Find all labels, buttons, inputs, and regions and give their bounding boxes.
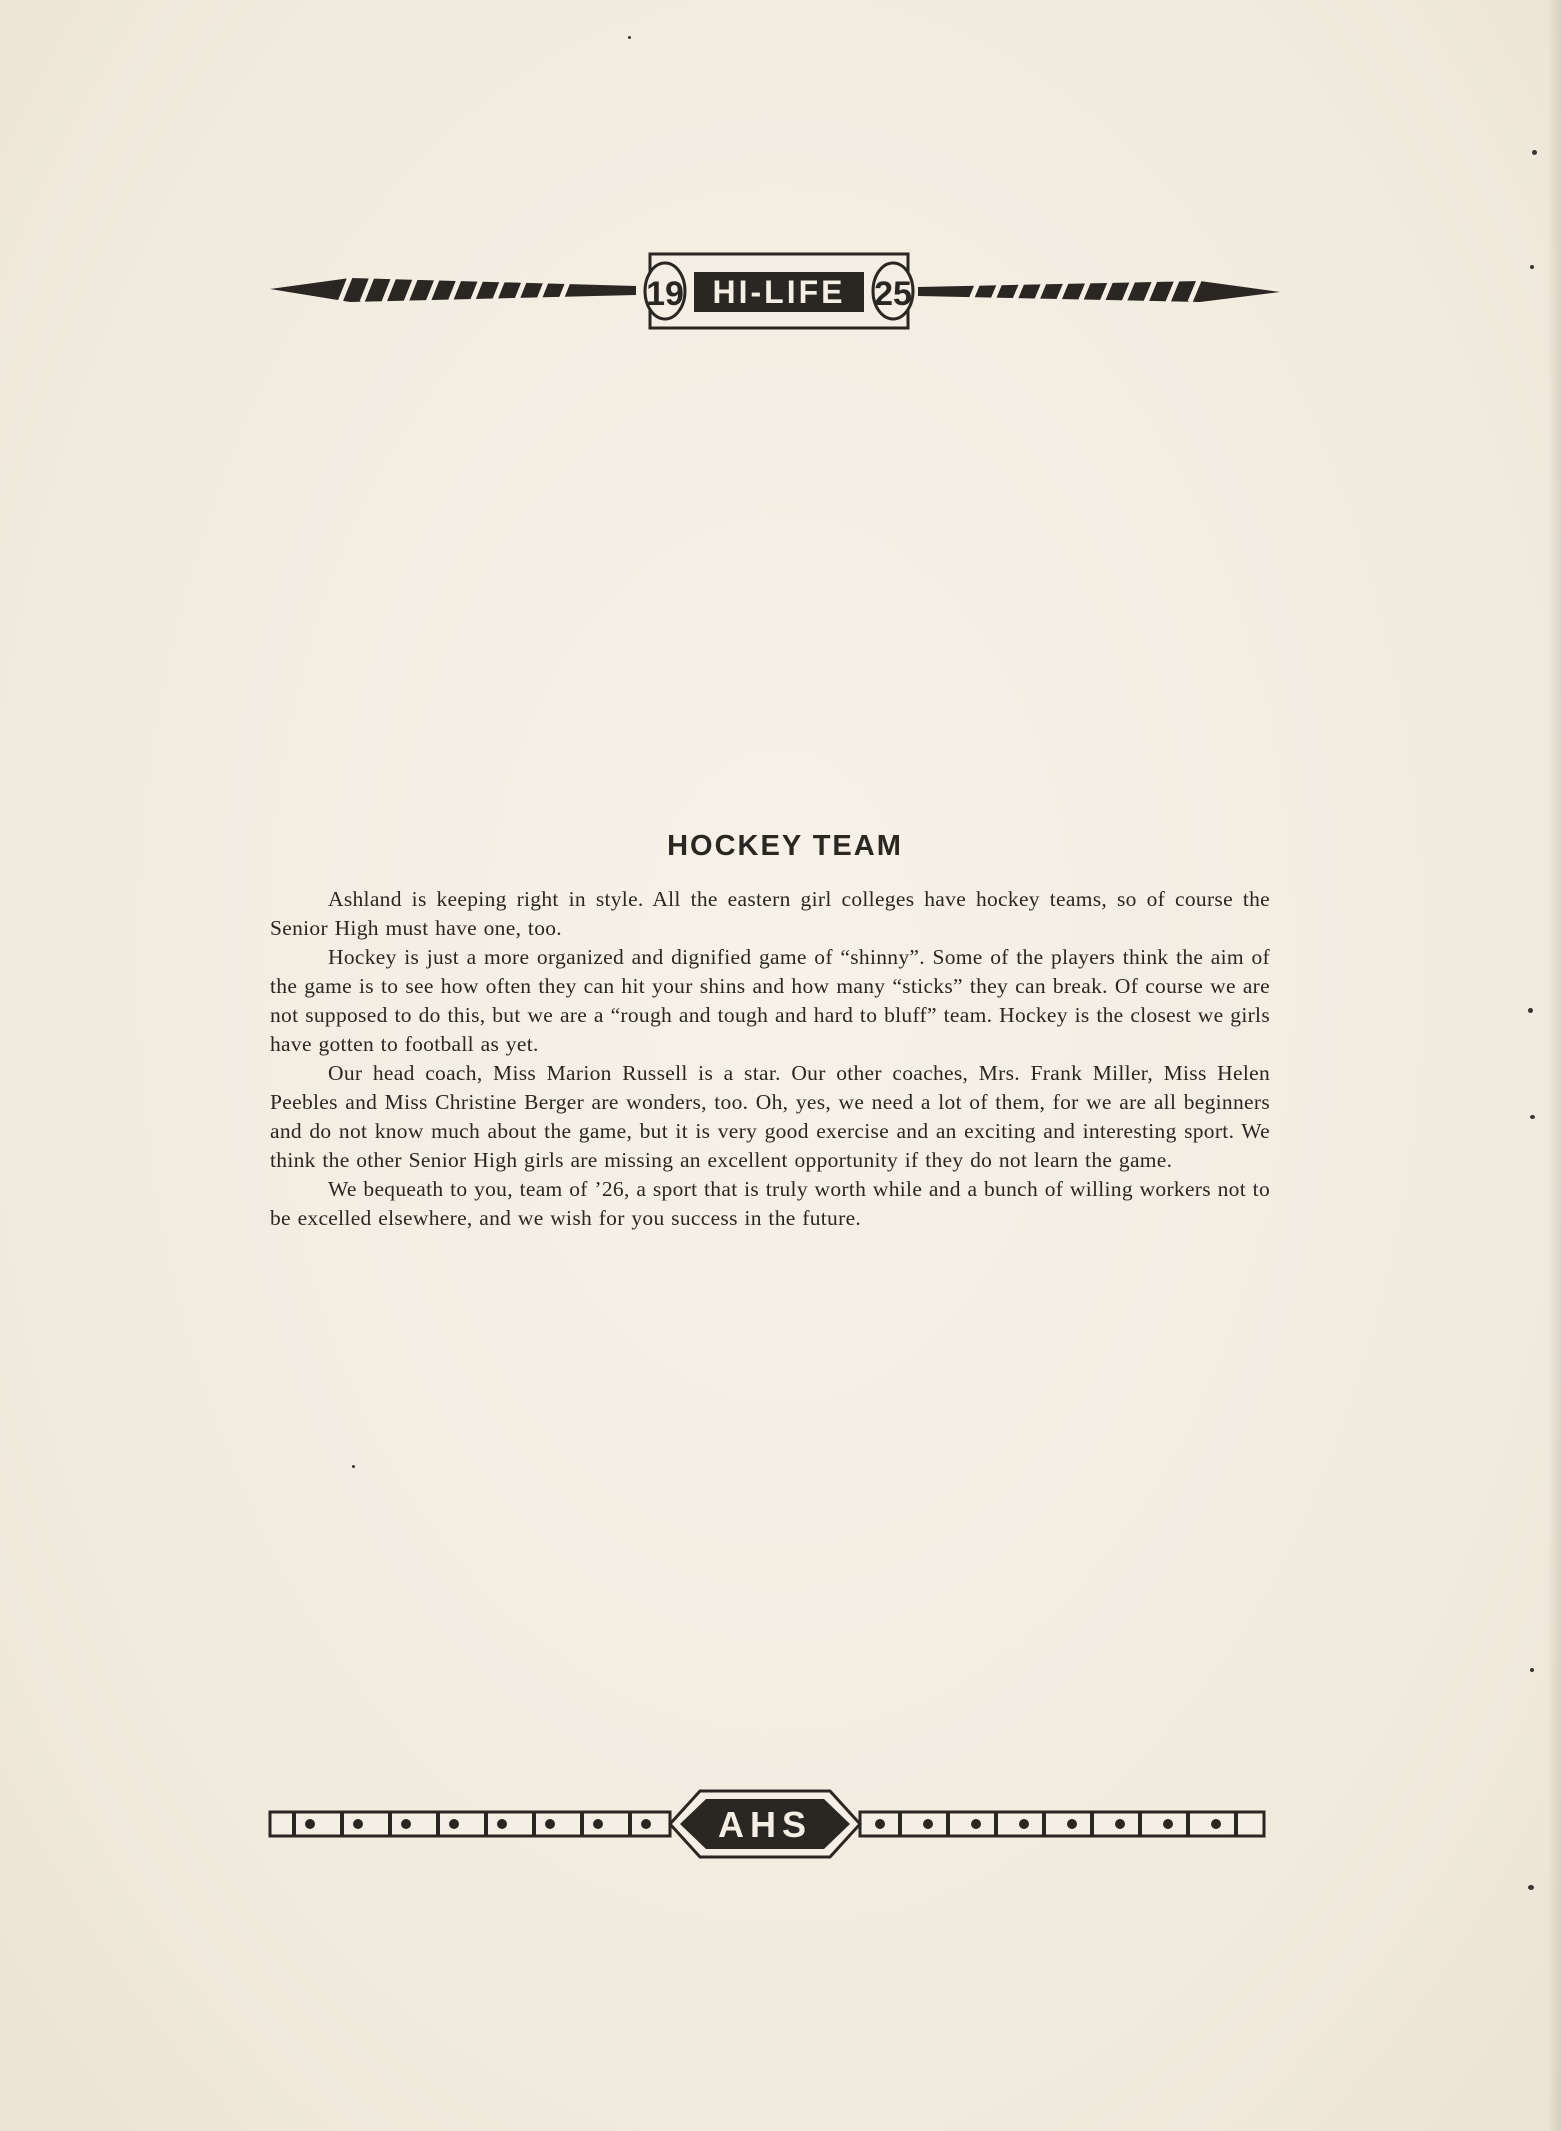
paper-speck — [628, 36, 631, 39]
header-banner — [270, 250, 1280, 332]
paper-speck — [1528, 1008, 1533, 1013]
article-paragraph: We bequeath to you, team of ’26, a sport that is truly worth while and a bunch of willing workers not to be excelled elsewhere, and we wish for you success in the future. — [270, 1177, 1270, 1230]
logo-text: HI-LIFE — [712, 274, 846, 310]
article-paragraph: Ashland is keeping right in style. All the eastern girl colleges have hockey teams, so of course the Senior High must have one, too. — [270, 887, 1270, 940]
footer-banner — [268, 1783, 1268, 1863]
header-ornament — [270, 250, 1280, 332]
paper-speck — [1532, 150, 1537, 155]
paper-speck — [1530, 265, 1534, 269]
article-paragraph: Hockey is just a more organized and dignified game of “shinny”. Some of the players think the aim of the game is to see how often they can hit your shins and how many “sticks” they can break. Of course we are not supposed to do this, but we are a “rough and tough and hard to bluff” team. Hockey is the closest we girls have gotten to football as yet. — [270, 945, 1270, 1056]
right-chain-bar — [860, 1812, 1264, 1836]
page-edge-shadow — [1547, 0, 1561, 2131]
emblem-text: AHS — [717, 1804, 813, 1845]
article-paragraph: Our head coach, Miss Marion Russell is a star. Our other coaches, Mrs. Frank Miller, Miss Helen Peebles and Miss Christine Berger are wonders, too. Oh, yes, we need a lot of them, for we are all beginners and do not know much about the game, but it is very good exercise and an exciting and interesting sport. We think the other Senior High girls are missing an excellent opportunity if they do not learn the game. — [270, 1061, 1270, 1172]
logo-year-left: 19 — [646, 275, 684, 313]
article-title: HOCKEY TEAM — [667, 830, 903, 862]
paper-speck — [352, 1465, 355, 1468]
paper-speck — [1530, 1668, 1534, 1672]
footer-ornament — [268, 1783, 1268, 1863]
article — [270, 830, 1270, 1233]
paper-speck — [1530, 1115, 1535, 1119]
left-chain-bar — [270, 1812, 670, 1836]
logo-year-right: 25 — [874, 275, 912, 313]
paper-speck — [1528, 1885, 1534, 1890]
